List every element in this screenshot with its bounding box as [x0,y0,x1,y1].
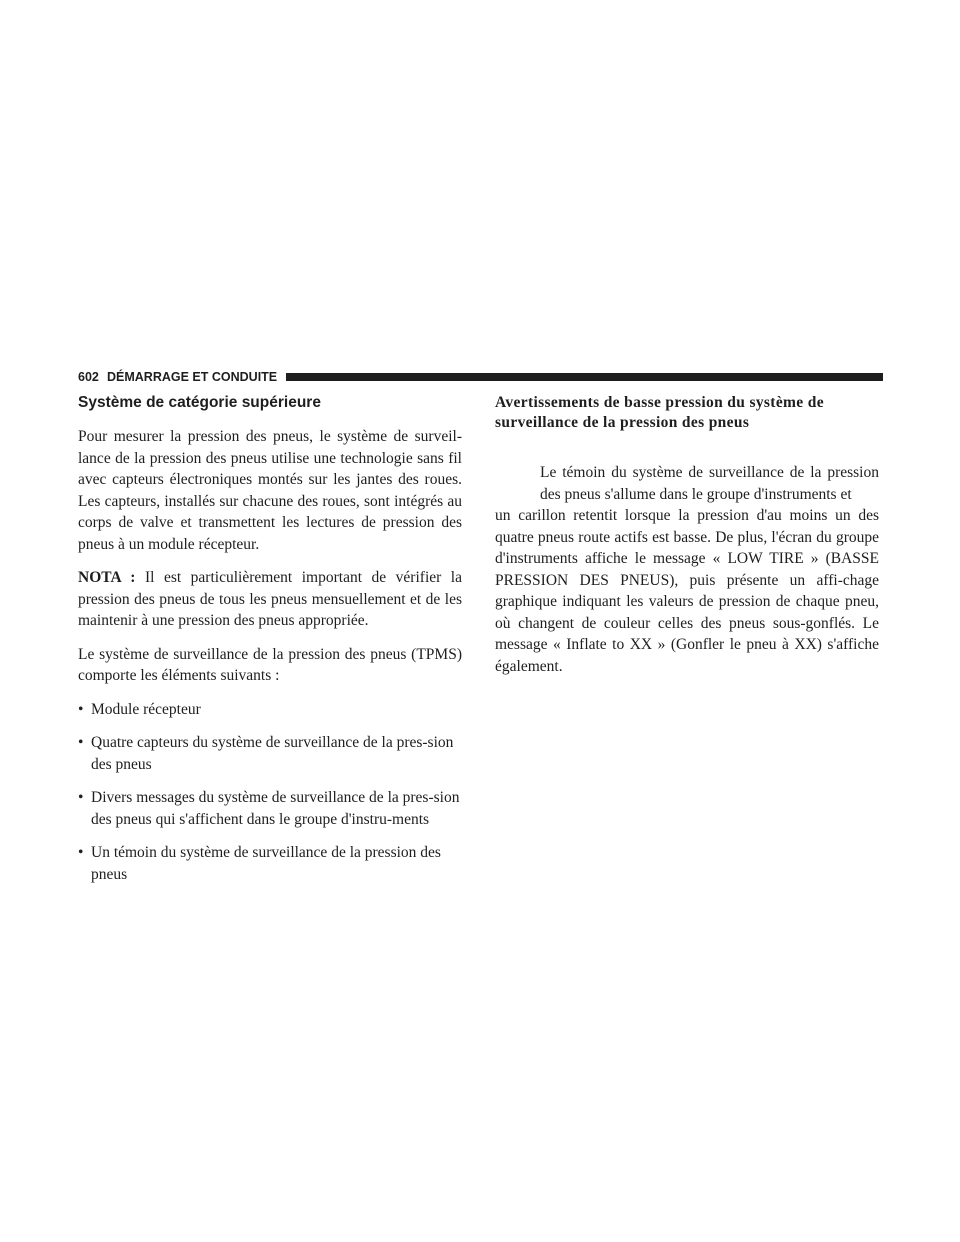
note-paragraph [78,567,462,632]
components-intro: Le système de surveillance de la pression des pneus (TPMS) comporte les éléments suivants : [78,645,462,684]
page-header [78,368,883,386]
page-number: 602 [78,370,99,384]
warnings-paragraph [495,462,879,677]
list-item [78,787,462,830]
warnings-paragraph-rest: un carillon retentit lorsque la pression d'au moins un des quatre pneus route actifs est basse. De plus, l'écran du groupe d'instruments affiche le message « LOW TIRE » (BASSE PRESSION DES PNEUS), puis présente un affi-chage graphique indiquant les valeurs de pression de chaque pneu, où changent de couleur celles des pneus sous-gonflés. Le message « Inflate to XX » (Gonfler le pneu à XX) s'affiche également. [495,507,879,675]
bullet-icon: • [78,700,84,718]
bullet-icon: • [78,789,84,806]
list-item-text: Un témoin du système de surveillance de la pression des pneus [91,844,441,883]
intro-paragraph: Pour mesurer la pression des pneus, le système de surveil-lance de la pression des pneus utilise une technologie sans fil avec capteurs électroniques montés sur les jantes des roues. Les capteurs, installés sur chacune des roues, sont intégrés au corps de valve et transmettent les lectures de pression des pneus à un module récepteur. [78,428,462,553]
list-item-text: Divers messages du système de surveillance de la pres-sion des pneus qui s'affichent dans le groupe d'instru-ments [91,789,460,828]
section-title: DÉMARRAGE ET CONDUITE [107,370,278,384]
list-item [78,732,462,775]
header-rule [286,373,883,381]
components-list [78,699,462,886]
bullet-icon: • [78,734,84,751]
left-column [78,393,462,897]
warnings-heading: Avertissements de basse pression du système de surveillance de la pression des pneus [495,394,824,431]
warnings-paragraph-first: Le témoin du système de surveillance de la pression des pneus s'allume dans le groupe d'instruments et [540,464,879,503]
list-item-text: Quatre capteurs du système de surveillance de la pres-sion des pneus [91,734,454,773]
note-label: NOTA : [78,569,136,586]
list-item [78,842,462,885]
note-text: Il est particulièrement important de vérifier la pression des pneus de tous les pneus mensuellement et de les maintenir à une pression des pneus appropriée. [78,569,462,629]
list-item [78,699,462,721]
bullet-icon: • [78,844,84,861]
right-column [495,393,879,677]
list-item-text: Module récepteur [91,700,201,718]
section-heading: Système de catégorie supérieure [78,394,321,411]
